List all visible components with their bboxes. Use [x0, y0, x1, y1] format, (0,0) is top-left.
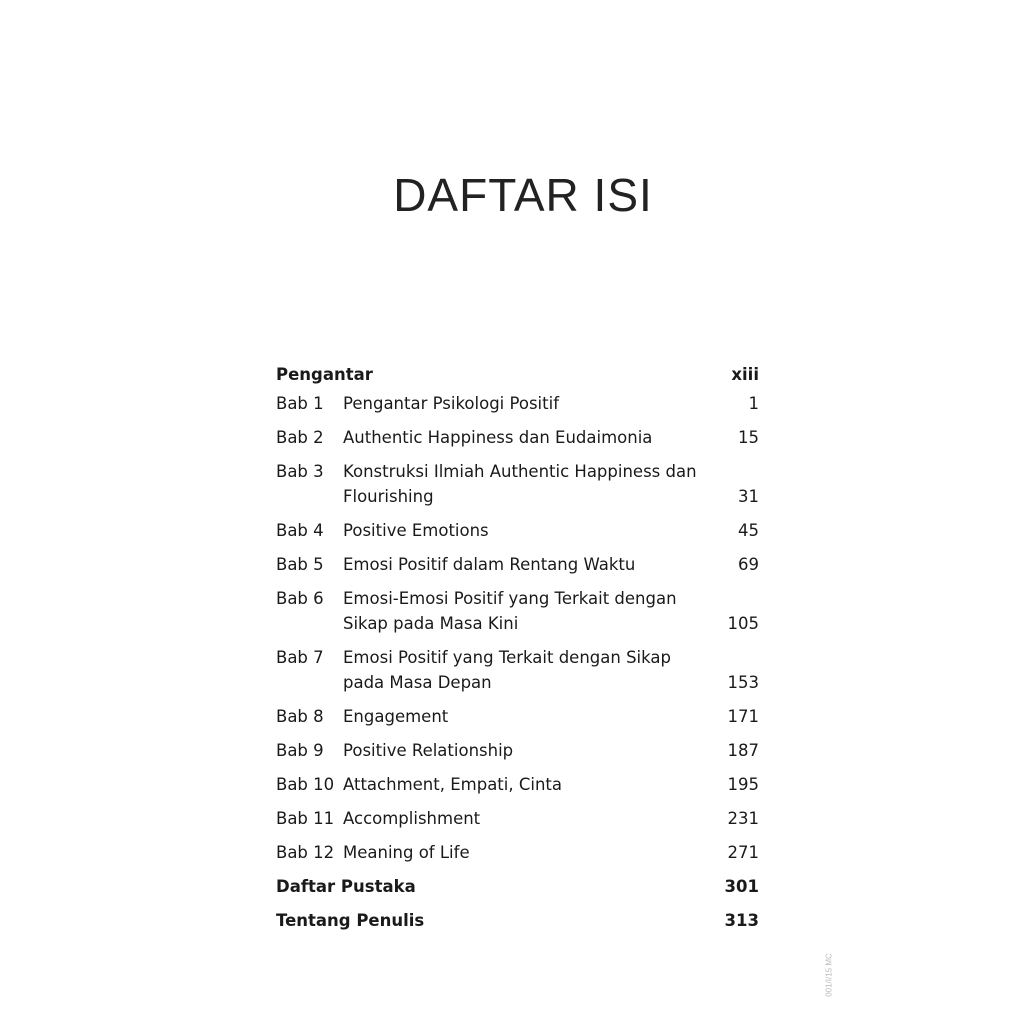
chapter-label: Bab 5: [276, 555, 324, 574]
toc-entry-chapter[interactable]: [276, 772, 759, 797]
entry-page: 187: [727, 741, 759, 760]
entry-page: 45: [738, 521, 759, 540]
entry-title: Tentang Penulis: [276, 911, 425, 930]
toc-entry-chapter[interactable]: [276, 391, 759, 416]
chapter-label: Bab 4: [276, 521, 324, 540]
entry-page: 15: [738, 428, 759, 447]
entry-page: 1: [748, 394, 759, 413]
chapter-label: Bab 10: [276, 775, 335, 794]
entry-title: Accomplishment: [343, 809, 481, 828]
entry-title: Meaning of Life: [343, 843, 470, 862]
entry-title: Konstruksi Ilmiah Authentic Happiness dan Flourishing: [343, 462, 697, 506]
entry-title: Engagement: [343, 707, 449, 726]
chapter-label: Bab 1: [276, 394, 324, 413]
chapter-label: Bab 12: [276, 843, 335, 862]
chapter-label: Bab 3: [276, 462, 324, 481]
entry-page: 153: [727, 673, 759, 692]
toc-entry-chapter[interactable]: [276, 552, 759, 577]
entry-page: 313: [724, 911, 759, 930]
toc-entry-chapter[interactable]: [276, 840, 759, 865]
toc-entry-pengantar[interactable]: [276, 362, 759, 387]
entry-title: Pengantar: [276, 365, 373, 384]
chapter-label: Bab 6: [276, 589, 324, 608]
toc-entry-chapter[interactable]: [276, 806, 759, 831]
entry-page: 69: [738, 555, 759, 574]
toc-entry-chapter[interactable]: [276, 518, 759, 543]
entry-page: 171: [727, 707, 759, 726]
chapter-label: Bab 2: [276, 428, 324, 447]
entry-title: Attachment, Empati, Cinta: [343, 775, 562, 794]
entry-title: Emosi-Emosi Positif yang Terkait dengan Sikap pada Masa Kini: [343, 589, 677, 633]
entry-title: Positive Relationship: [343, 741, 514, 760]
entry-page: 31: [738, 487, 759, 506]
entry-title: Pengantar Psikologi Positif: [343, 394, 560, 413]
toc-entry-tentang-penulis[interactable]: [276, 908, 759, 933]
toc-entry-chapter[interactable]: [276, 586, 759, 636]
entry-title: Emosi Positif yang Terkait dengan Sikap pada Masa Depan: [343, 648, 671, 692]
entry-title: Authentic Happiness dan Eudaimonia: [343, 428, 653, 447]
entry-title: Emosi Positif dalam Rentang Waktu: [343, 555, 636, 574]
toc-entry-chapter[interactable]: [276, 645, 759, 695]
entry-page: 195: [727, 775, 759, 794]
chapter-label: Bab 8: [276, 707, 324, 726]
entry-page: 271: [727, 843, 759, 862]
entry-title: Daftar Pustaka: [276, 877, 416, 896]
toc-entry-chapter[interactable]: [276, 459, 759, 509]
chapter-label: Bab 11: [276, 809, 335, 828]
print-code: 001/I/15 MC: [824, 953, 834, 997]
chapter-label: Bab 9: [276, 741, 324, 760]
toc-entry-chapter[interactable]: [276, 704, 759, 729]
toc-entry-daftar-pustaka[interactable]: [276, 874, 759, 899]
page-title: DAFTAR ISI: [393, 169, 653, 221]
table-of-contents: [276, 362, 759, 942]
entry-page: 105: [727, 614, 759, 633]
entry-page: xiii: [731, 365, 759, 384]
entry-page: 231: [727, 809, 759, 828]
toc-entry-chapter[interactable]: [276, 738, 759, 763]
chapter-label: Bab 7: [276, 648, 324, 667]
entry-page: 301: [724, 877, 759, 896]
toc-entry-chapter[interactable]: [276, 425, 759, 450]
entry-title: Positive Emotions: [343, 521, 489, 540]
